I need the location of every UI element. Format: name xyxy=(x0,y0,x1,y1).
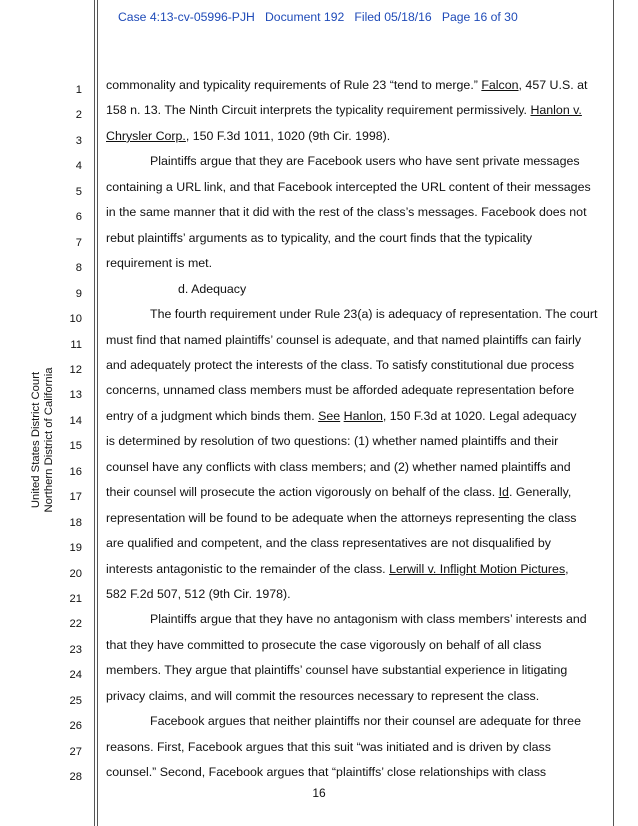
body-text: , 457 U.S. at xyxy=(518,78,588,92)
line-number: 9 xyxy=(75,287,82,300)
text-line xyxy=(106,205,587,219)
body-text: counsel have any conflicts with class members; and (2) whether named plaintiffs and xyxy=(106,459,571,474)
left-margin-rule-inner xyxy=(97,0,98,826)
body-text: entry of a judgment which binds them. xyxy=(106,408,319,423)
line-number: 20 xyxy=(69,567,82,580)
court-name: United States District Court xyxy=(30,371,42,509)
body-text: counsel.” Second, Facebook argues that “plaintiffs’ close relationships with class xyxy=(106,765,547,780)
body-text: rebut plaintiffs’ arguments as to typicality, and the court finds that the typicality xyxy=(106,230,533,245)
text-line xyxy=(106,765,546,779)
text-line xyxy=(106,231,532,245)
body-text: Facebook argues that neither plaintiffs nor their counsel are adequate for three xyxy=(150,714,581,729)
text-line xyxy=(106,562,569,576)
citation-text: Falcon xyxy=(481,78,519,92)
body-text: containing a URL link, and that Facebook intercepted the URL content of their messages xyxy=(106,179,591,194)
text-line xyxy=(150,307,597,321)
line-number: 12 xyxy=(69,363,82,376)
body-text: their counsel will prosecute the action vigorously on behalf of the class. xyxy=(106,485,499,500)
line-number: 19 xyxy=(69,542,82,555)
citation-text: See xyxy=(318,408,341,423)
line-number: 14 xyxy=(69,414,82,427)
line-number: 16 xyxy=(69,465,82,478)
page-number: 16 xyxy=(312,786,326,800)
text-line xyxy=(106,485,571,499)
body-text: in the same manner that it did with the rest of the class’s messages. Facebook does not xyxy=(106,205,587,220)
line-number: 2 xyxy=(75,109,82,122)
body-text: reasons. First, Facebook argues that this suit “was initiated and is driven by class xyxy=(106,739,551,754)
text-line xyxy=(106,333,581,347)
text-line xyxy=(178,282,246,296)
citation-text: Chrysler Corp. xyxy=(106,128,186,143)
line-number: 28 xyxy=(69,771,82,784)
body-text: d. Adequacy xyxy=(178,281,247,296)
body-text: that they have committed to prosecute the case vigorously on behalf of all class xyxy=(106,637,542,652)
text-line xyxy=(106,256,212,270)
line-number: 4 xyxy=(75,160,82,173)
text-line xyxy=(106,663,567,677)
court-district: Northern District of California xyxy=(43,367,55,513)
text-line xyxy=(106,460,571,474)
line-number: 17 xyxy=(69,491,82,504)
line-number: 21 xyxy=(69,593,82,605)
text-line xyxy=(150,154,580,168)
text-line xyxy=(106,689,539,703)
line-number: 27 xyxy=(69,745,82,758)
body-text: 582 F.2d 507, 512 (9th Cir. 1978). xyxy=(106,587,291,601)
line-number: 13 xyxy=(69,389,82,402)
line-number: 6 xyxy=(75,211,82,224)
text-line xyxy=(106,129,390,143)
line-number: 10 xyxy=(69,313,82,326)
court-side-label xyxy=(30,320,56,560)
text-line xyxy=(106,511,576,525)
case-header: Case 4:13-cv-05996-PJH Document 192 Filed 05/18/16 Page 16 of 30 xyxy=(118,10,518,24)
line-number: 8 xyxy=(75,262,82,275)
text-line xyxy=(150,714,581,728)
text-line xyxy=(106,78,587,92)
citation-text: Hanlon v. xyxy=(530,103,582,118)
body-text: are qualified and competent, and the class representatives are not disqualified by xyxy=(106,536,551,551)
text-line xyxy=(106,180,591,194)
text-line xyxy=(106,740,551,754)
text-line xyxy=(106,358,574,372)
text-line xyxy=(106,409,577,423)
body-text: is determined by resolution of two questions: (1) whether named plaintiffs and their xyxy=(106,434,559,449)
line-number: 24 xyxy=(69,669,82,682)
citation-text: Id xyxy=(498,485,509,500)
line-number: 22 xyxy=(69,618,82,631)
line-number: 26 xyxy=(69,720,82,733)
line-number: 25 xyxy=(69,694,82,707)
line-number: 1 xyxy=(75,84,82,96)
body-text: concerns, unnamed class members must be afforded adequate representation before xyxy=(106,383,575,398)
body-text: , 150 F.3d at 1020. Legal adequacy xyxy=(382,408,577,423)
left-margin-rule-outer xyxy=(94,0,95,826)
body-text: . Generally, xyxy=(508,485,572,500)
line-number: 3 xyxy=(75,134,82,147)
line-number: 5 xyxy=(75,185,82,198)
text-line xyxy=(106,536,551,550)
text-line xyxy=(106,383,574,397)
body-text: commonality and typicality requirements of Rule 23 “tend to merge.” xyxy=(106,78,482,92)
text-line xyxy=(106,434,558,448)
body-text: , xyxy=(565,561,569,576)
body-text: members. They argue that plaintiffs’ counsel have substantial experience in litigating xyxy=(106,663,568,678)
body-text: 158 n. 13. The Ninth Circuit interprets the typicality requirement permissively. xyxy=(106,103,531,118)
text-line xyxy=(106,587,291,601)
body-text: and adequately protect the interests of the class. To satisfy constitutional due process xyxy=(106,357,575,372)
body-text: Plaintiffs argue that they have no antagonism with class members’ interests and xyxy=(150,612,587,627)
citation-text: Hanlon xyxy=(343,408,383,423)
text-line xyxy=(150,612,587,626)
body-text: , 150 F.3d 1011, 1020 (9th Cir. 1998). xyxy=(185,128,391,143)
body-text: requirement is met. xyxy=(106,256,213,271)
line-number: 15 xyxy=(69,440,82,453)
line-number: 11 xyxy=(70,338,82,351)
text-line xyxy=(106,638,541,652)
citation-text: Lerwill v. Inflight Motion Pictures xyxy=(389,561,566,576)
body-text: representation will be found to be adequate when the attorneys representing the class xyxy=(106,510,577,525)
line-number: 23 xyxy=(69,643,82,656)
line-number: 7 xyxy=(75,236,82,249)
right-margin-rule xyxy=(613,0,614,826)
body-text: Plaintiffs argue that they are Facebook users who have sent private messages xyxy=(150,154,580,169)
line-number: 18 xyxy=(69,516,82,529)
body-text: interests antagonistic to the remainder of the class. xyxy=(106,561,390,576)
body-text: privacy claims, and will commit the resources necessary to represent the class. xyxy=(106,688,540,703)
body-text: must find that named plaintiffs’ counsel is adequate, and that named plaintiffs can fairly xyxy=(106,332,582,347)
body-text: The fourth requirement under Rule 23(a) is adequacy of representation. The court xyxy=(150,307,598,322)
text-line xyxy=(106,103,582,117)
